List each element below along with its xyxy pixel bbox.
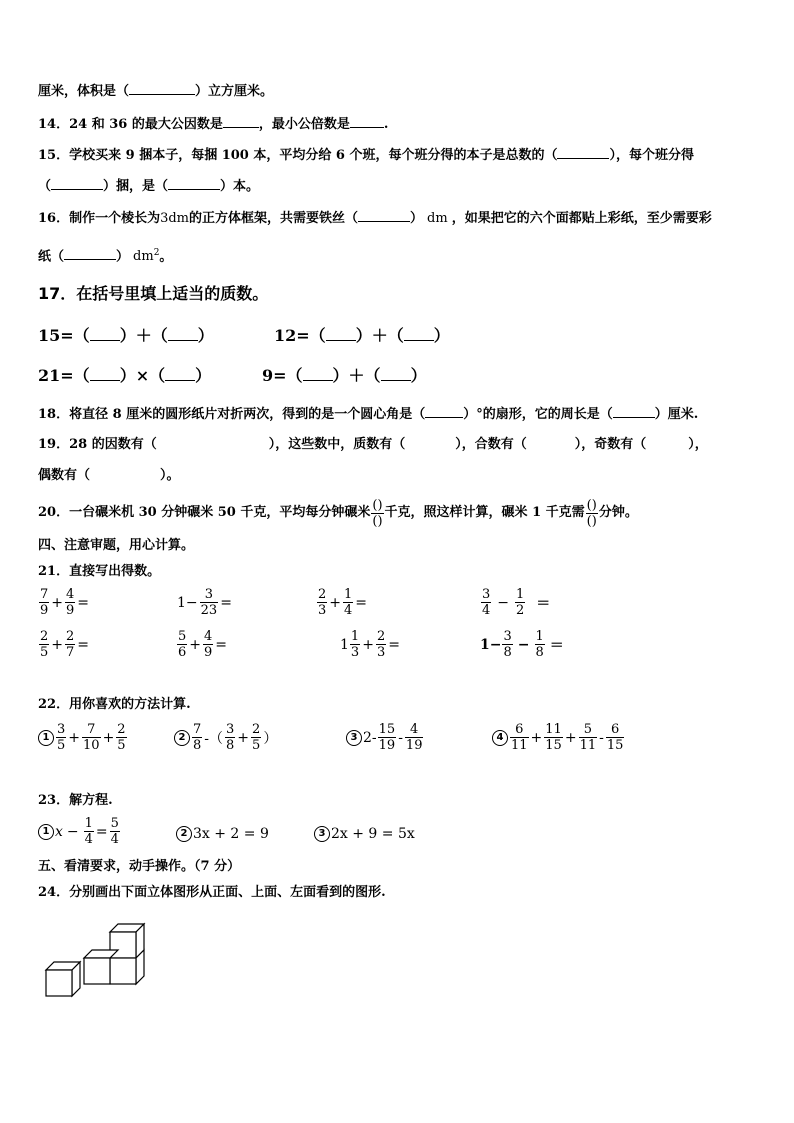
answer-blank[interactable] — [165, 368, 195, 381]
answer-blank[interactable] — [381, 368, 411, 381]
fraction-blank[interactable]: $\frac{()}{()}$ — [372, 497, 383, 529]
question-19-line2: 偶数有（ ）。 — [38, 468, 180, 483]
question-15: 15．学校买来 9 捆本子，每捆 100 本，平均分给 6 个班，每个班分得的本子是总数的（ ），每个班分得 — [38, 148, 694, 163]
question-16-line2: 纸（ ） $dm^2$。 — [38, 248, 173, 265]
question-19: 19．28 的因数有（ ），这些数中，质数有（ ），合数有（ ），奇数有（ ）， — [38, 437, 708, 452]
cube-front-face — [84, 958, 110, 984]
answer-blank[interactable] — [90, 368, 120, 381]
q21-expr-7: 1 $\frac{1}{3}$ + $\frac{2}{3}$ = — [340, 629, 400, 660]
question-23-title: 23．解方程. — [38, 793, 113, 808]
circled-number: 1 — [38, 730, 54, 746]
q22-problem-3: 3 2- $\frac{15}{19}$ - $\frac{4}{19}$ — [346, 722, 424, 753]
answer-blank[interactable] — [168, 177, 220, 190]
circled-number: 4 — [492, 730, 508, 746]
q21-expr-8: 1− $\frac{3}{8}$ − $\frac{1}{8}$ ＝ — [480, 629, 564, 660]
q23-equation-1: 1 x − $\frac{1}{4}$ = $\frac{5}{4}$ — [38, 816, 121, 847]
answer-blank[interactable] — [557, 146, 609, 159]
answer-blank[interactable] — [168, 328, 198, 341]
question-17-title: 17．在括号里填上适当的质数。 — [38, 284, 269, 303]
q21-expr-1: $\frac{7}{9}$ + $\frac{4}{9}$ = — [40, 587, 90, 618]
answer-blank[interactable] — [64, 247, 116, 260]
question-24: 24．分别画出下面立体图形从正面、上面、左面看到的图形. — [38, 885, 386, 900]
answer-blank[interactable] — [303, 368, 333, 381]
q17-row2-right: 9=（ ）＋（ ） — [262, 366, 427, 385]
q17-row2-left: 21=（ ）×（ ） — [38, 366, 212, 385]
answer-blank[interactable] — [129, 82, 195, 95]
answer-blank[interactable] — [51, 177, 103, 190]
circled-number: 3 — [346, 730, 362, 746]
cube-front-face — [110, 958, 136, 984]
answer-blank[interactable] — [223, 115, 259, 128]
circled-number: 2 — [174, 730, 190, 746]
circled-number: 1 — [38, 824, 54, 840]
question-20: 20．一台碾米机 30 分钟碾米 50 千克，平均每分钟碾米 $\frac{()}{()}$ 千克，照这样计算，碾米 1 千克需 $\frac{()}{()}$ 分钟。 — [38, 497, 638, 529]
answer-blank[interactable] — [404, 328, 434, 341]
circled-number: 2 — [176, 826, 192, 842]
q13-tail: 厘米，体积是（ ）立方厘米。 — [38, 84, 274, 99]
q21-expr-6: $\frac{5}{6}$ + $\frac{4}{9}$ = — [178, 629, 228, 660]
answer-blank[interactable] — [326, 328, 356, 341]
q22-problem-4: 4 $\frac{6}{11}$ + $\frac{11}{15}$ + $\frac{5}{11}$ - $\frac{6}{15}$ — [492, 722, 625, 753]
q17-row1-right: 12=（ ）＋（ ） — [274, 326, 450, 345]
q22-problem-2: 2 $\frac{7}{8}$ -（ $\frac{3}{8}$ + $\frac{2}{5}$ ） — [174, 722, 278, 753]
question-15-line2: （ ）捆，是（ ）本。 — [38, 179, 260, 194]
question-14: 14．24 和 36 的最大公因数是 ，最小公倍数是 . — [38, 117, 389, 132]
question-21-title: 21．直接写出得数。 — [38, 564, 161, 579]
answer-blank[interactable] — [90, 328, 120, 341]
circled-number: 3 — [314, 826, 330, 842]
q17-row1-left: 15=（ ）＋（ ） — [38, 326, 214, 345]
cube-figure — [40, 918, 160, 1008]
q22-problem-1: 1 $\frac{3}{5}$ + $\frac{7}{10}$ + $\frac{2}{5}$ — [38, 722, 128, 753]
answer-blank[interactable] — [613, 405, 655, 418]
q21-expr-4: $\frac{3}{4}$ − $\frac{1}{2}$ ＝ — [482, 587, 551, 618]
question-22-title: 22．用你喜欢的方法计算. — [38, 697, 191, 712]
section-4-heading: 四、注意审题，用心计算。 — [38, 538, 195, 553]
section-5-heading: 五、看清要求，动手操作。（7 分） — [38, 859, 241, 874]
question-16: 16．制作一个棱长为3dm的正方体框架，共需要铁丝（ ） dm ，如果把它的六个面都贴上彩纸，至少需要彩 — [38, 211, 712, 226]
answer-blank[interactable] — [350, 115, 384, 128]
question-18: 18．将直径 8 厘米的圆形纸片对折两次，得到的是一个圆心角是（ ）°的扇形，它的周长是（ ）厘米. — [38, 407, 699, 422]
answer-blank[interactable] — [358, 209, 410, 222]
answer-blank[interactable] — [425, 405, 463, 418]
cube-front-face — [46, 970, 72, 996]
q21-expr-3: $\frac{2}{3}$ + $\frac{1}{4}$ = — [318, 587, 368, 618]
q21-expr-5: $\frac{2}{5}$ + $\frac{2}{7}$ = — [40, 629, 90, 660]
fraction-blank[interactable]: $\frac{()}{()}$ — [586, 497, 597, 529]
q23-equation-3: 3 2x + 9 = 5x — [314, 826, 415, 842]
q23-equation-2: 2 3x + 2 = 9 — [176, 826, 269, 842]
q21-expr-2: 1− $\frac{3}{23}$ = — [177, 587, 232, 618]
